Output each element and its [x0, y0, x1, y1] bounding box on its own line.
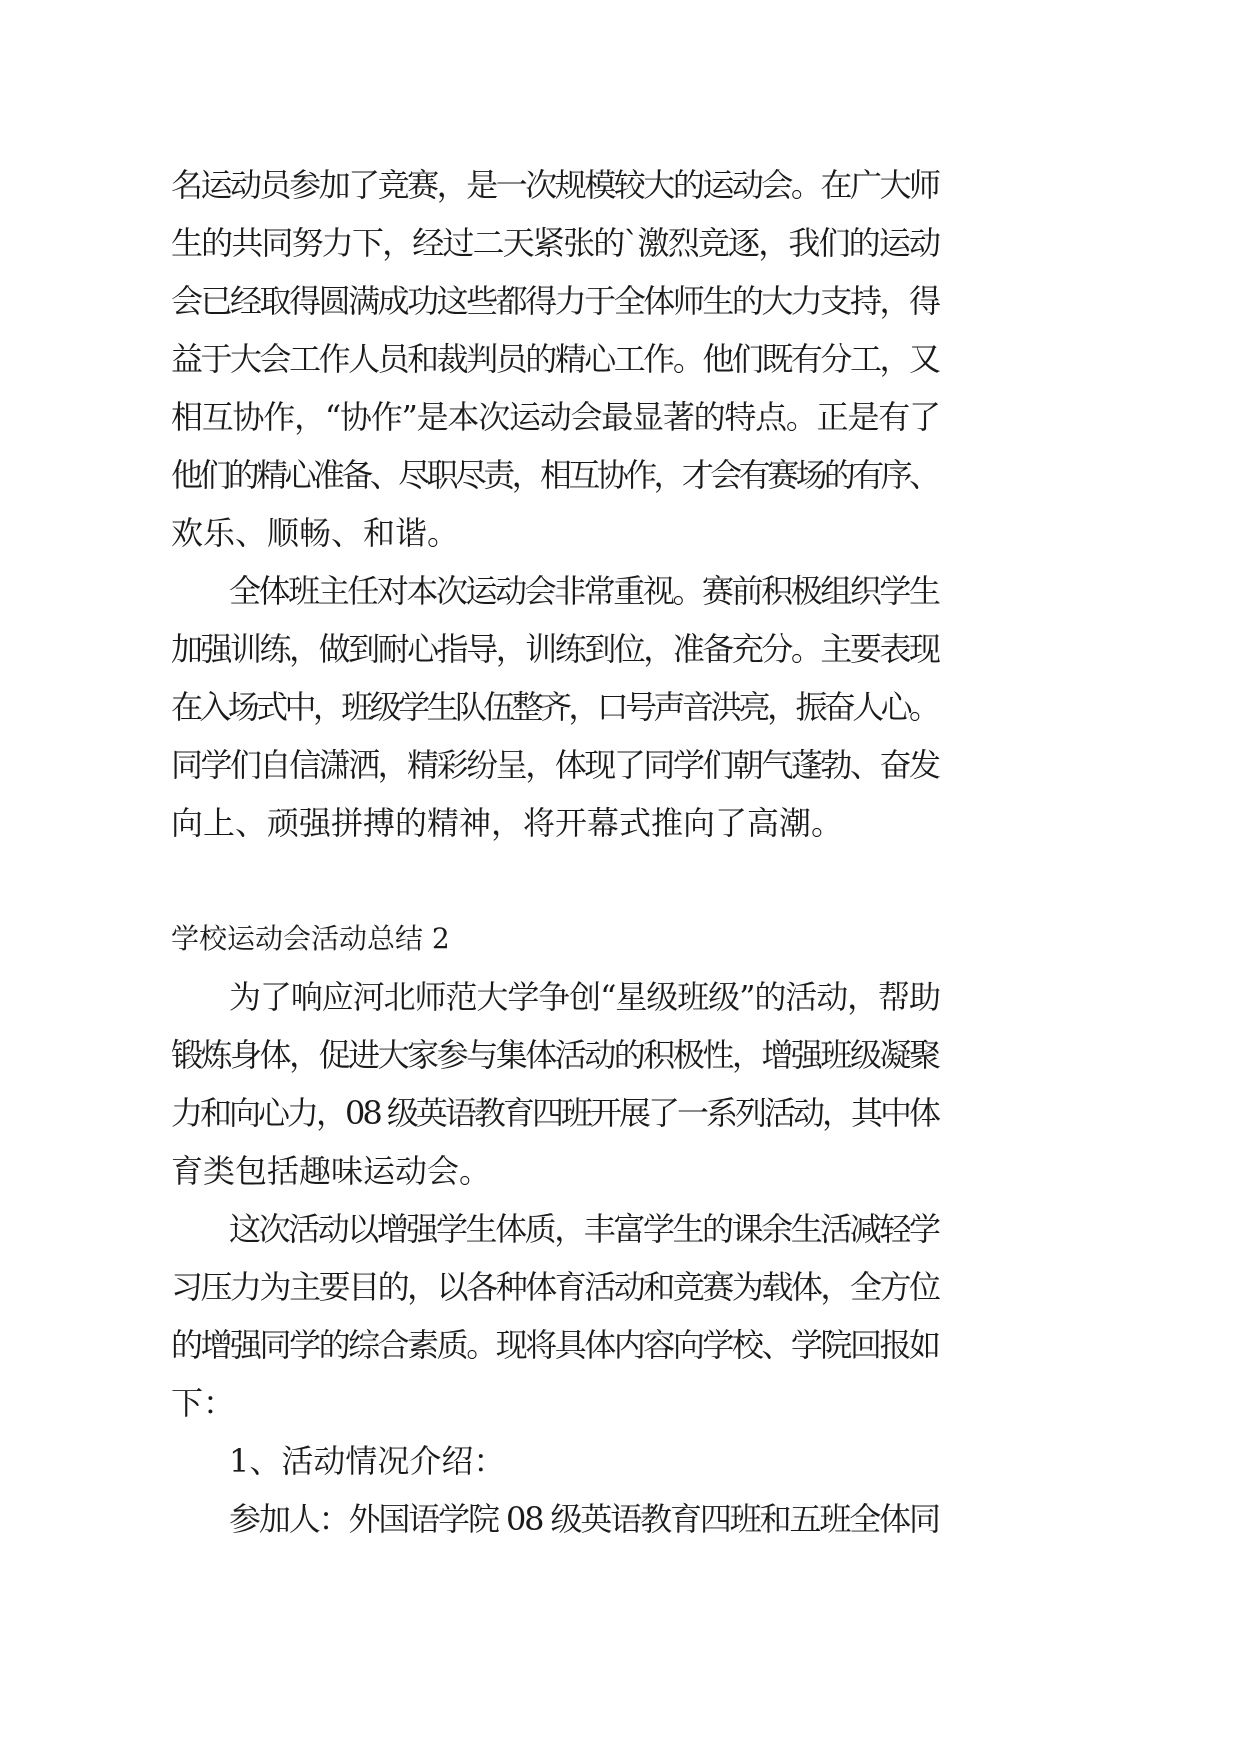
paragraph-4-line [0, 1374, 1241, 1432]
text-line: 育类包括趣味运动会。 [171, 1152, 492, 1190]
text-line: 名运动员参加了竞赛，是一次规模较大的运动会。在广大师 [171, 166, 939, 204]
text-line: 全体班主任对本次运动会非常重视。赛前积极组织学生 [229, 572, 939, 610]
text-line: 为了响应河北师范大学争创“星级班级”的活动，帮助 [229, 978, 940, 1016]
text-line: 的增强同学的综合素质。现将具体内容向学校、学院回报如 [171, 1326, 939, 1364]
paragraph-4-line [0, 1316, 1241, 1374]
paragraph-2-line [0, 678, 1241, 736]
text-line: 生的共同努力下，经过二天紧张的`激烈竞逐，我们的运动 [171, 224, 940, 262]
paragraph-3-line [0, 1026, 1241, 1084]
paragraph-3-line [0, 1142, 1241, 1200]
text-line: 力和向心力，08 级英语教育四班开展了一系列活动，其中体 [171, 1094, 938, 1132]
text-line: 这次活动以增强学生体质，丰富学生的课余生活减轻学 [229, 1210, 939, 1248]
paragraph-1-line [0, 272, 1241, 330]
paragraph-1-line [0, 446, 1241, 504]
paragraph-1-line [0, 156, 1241, 214]
text-line: 下： [171, 1384, 236, 1422]
paragraph-1-line [0, 214, 1241, 272]
text-line: 习压力为主要目的，以各种体育活动和竞赛为载体，全方位 [171, 1268, 939, 1306]
paragraph-1-line [0, 330, 1241, 388]
text-line: 参加人：外国语学院 08 级英语教育四班和五班全体同 [229, 1500, 939, 1538]
text-line: 锻炼身体，促进大家参与集体活动的积极性，增强班级凝聚 [171, 1036, 939, 1074]
paragraph-2-line [0, 736, 1241, 794]
text-line: 同学们自信潇洒，精彩纷呈，体现了同学们朝气蓬勃、奋发 [171, 746, 939, 784]
text-line: 向上、顽强拼搏的精神，将开幕式推向了高潮。 [171, 804, 844, 842]
paragraph-2-line [0, 794, 1241, 852]
paragraph-2-line [0, 620, 1241, 678]
list-item-text: 1、活动情况介绍： [229, 1442, 506, 1480]
text-line: 欢乐、顺畅、和谐。 [171, 514, 460, 552]
text-line: 他们的精心准备、尽职尽责，相互协作，才会有赛场的有序、 [171, 456, 938, 494]
text-line: 会已经取得圆满成功这些都得力于全体师生的大力支持，得 [171, 282, 939, 320]
section-title-text: 学校运动会活动总结 2 [171, 922, 450, 955]
text-line: 相互协作，“协作”是本次运动会最显著的特点。正是有了 [171, 398, 940, 436]
section-title [0, 910, 1241, 968]
paragraph-1-line [0, 504, 1241, 562]
text-line: 加强训练，做到耐心指导，训练到位，准备充分。主要表现 [171, 630, 939, 668]
paragraph-3-line [0, 1084, 1241, 1142]
text-line: 在入场式中，班级学生队伍整齐，口号声音洪亮，振奋人心。 [171, 688, 938, 726]
participants-line [0, 1490, 1241, 1548]
paragraph-2-line [0, 562, 1241, 620]
paragraph-4-line [0, 1258, 1241, 1316]
list-item [0, 1432, 1241, 1490]
paragraph-3-line [0, 968, 1241, 1026]
paragraph-1-line [0, 388, 1241, 446]
text-line: 益于大会工作人员和裁判员的精心工作。他们既有分工，又 [171, 340, 939, 378]
paragraph-4-line [0, 1200, 1241, 1258]
